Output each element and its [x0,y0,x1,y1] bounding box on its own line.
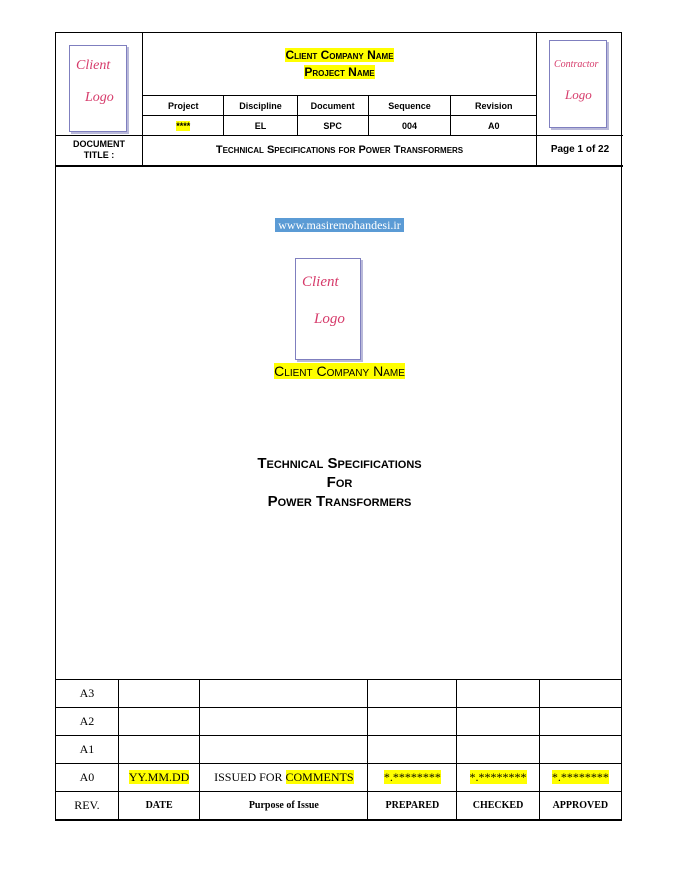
table-row: A3 [56,680,622,708]
col-project: Project [143,96,224,116]
col-document: Document [297,96,368,116]
central-logo-line2: Logo [314,311,345,327]
col-revision: Revision [451,96,537,116]
col-sequence: Sequence [368,96,451,116]
val-document: SPC [297,116,368,136]
doc-title: Technical Specifications for Power Transformers [215,144,464,156]
client-logo-line1: Client [76,58,111,73]
website-label: www.masiremohandesi.ir [275,218,404,232]
revision-table [55,679,622,820]
rev-a0-purpose-hl: COMMENTS [285,770,354,784]
central-client-logo [295,258,361,360]
col-discipline: Discipline [224,96,297,116]
val-sequence: 004 [368,116,451,136]
main-title-line1: Technical Specifications [257,455,422,472]
val-revision: A0 [451,116,537,136]
table-row: A2 [56,708,622,736]
central-logo-line1: Client [302,274,339,290]
main-title [56,454,623,511]
val-project: **** [176,120,191,131]
rev-a0-prepared: *.******** [383,770,441,784]
val-discipline: EL [224,116,297,136]
document-page [55,32,622,821]
contractor-logo-line1: Contractor [554,59,599,70]
table-row: A1 [56,736,622,764]
contractor-logo [549,40,607,128]
rev-a0-checked: *.******** [469,770,527,784]
table-row: A0 YY.MM.DD ISSUED FOR COMMENTS *.******** *.******** *.******** [56,764,622,792]
rev-a0-approved: *.******** [551,770,609,784]
doc-title-label: DOCUMENT TITLE : [73,139,125,160]
header-project-name: Project Name [304,65,375,79]
client-logo-line2: Logo [85,90,114,105]
main-title-line3: Power Transformers [267,493,412,510]
body-company-name: Client Company Name [274,363,405,379]
contractor-logo-line2: Logo [565,87,592,102]
rev-a0-purpose: ISSUED FOR [214,770,286,784]
page-info: Page 1 of 22 [550,144,610,155]
header-company-name: Client Company Name [285,48,394,62]
document-code-table [142,95,537,136]
rev-a0-date: YY.MM.DD [128,770,190,784]
table-header-row: REV. DATE Purpose of Issue PREPARED CHECKED APPROVED [56,792,622,820]
client-logo [69,45,127,132]
main-title-line2: For [326,474,353,491]
